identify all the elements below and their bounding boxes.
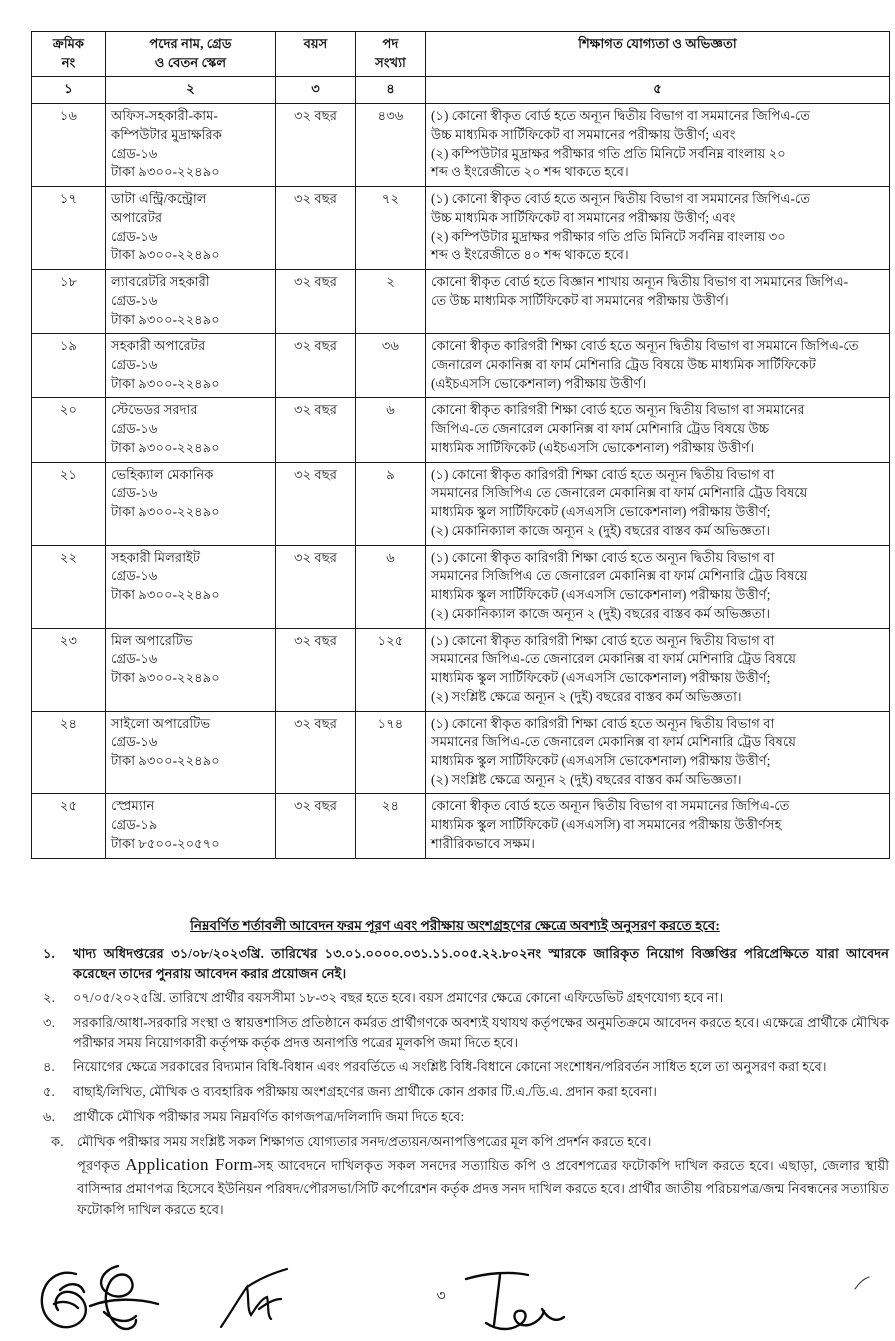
- post-line: টাকা ৯৩০০-২২৪৯০: [111, 164, 220, 180]
- cell-vacancies: ৪৩৬: [356, 104, 426, 187]
- post-line: সহকারী মিলরাইট: [111, 549, 201, 565]
- qualification-line: মাধ্যমিক স্কুল সার্টিফিকেট (এসএসসি ভোকেশনাল) পরীক্ষায় উত্তীর্ণ;: [431, 752, 771, 768]
- qualification-line: তে উচ্চ মাধ্যমিক সার্টিফিকেট বা সমমানের পরীক্ষায় উত্তীর্ণ।: [431, 292, 729, 308]
- column-number-row: [32, 77, 890, 104]
- post-line: গ্রেড-১৯: [111, 817, 158, 833]
- cell-age: ৩২ বছর: [276, 628, 356, 711]
- cell-post-name: [106, 334, 276, 398]
- sub-item-prefix: পূরণকৃত: [77, 1158, 126, 1174]
- condition-item: [31, 1057, 889, 1079]
- cell-age: ৩২ বছর: [276, 711, 356, 794]
- qualification-line: (১) কোনো স্বীকৃত বোর্ড হতে অন্যূন দ্বিতীয় বিভাগ বা সমমানের জিপিএ-তে: [431, 191, 811, 207]
- sub-item-rest: -সহ আবেদনে দাখিলকৃত সকল সনদের সত্যায়িত কপি ও প্রবেশপত্রের ফটোকপি দাখিল করতে হবে। এছাড়া, জেলার স্থায়ী বাসিন্দার প্রমাণপত্র হিসেবে ইউনিয়ন পরিষদ/পৌরসভা/সিটি কর্পোরেশন কর্তৃক প্রদত্ত সনদ দাখিল করতে হবে। প্রার্থীর জাতীয় পরিচয়পত্র/জন্ম নিবন্ধনের সত্যায়িত ফটোকপি দাখিল করতে হবে।: [77, 1158, 889, 1217]
- table-row: [32, 545, 890, 628]
- qualification-line: (২) সংশ্লিষ্ট ক্ষেত্রে অন্যূন ২ (দুই) বছরের বাস্তব কর্ম অভিজ্ঞতা।: [431, 688, 742, 704]
- post-line: মিল অপারেটিভ: [111, 632, 193, 648]
- post-line: ল্যাবরেটরি সহকারী: [111, 274, 210, 290]
- column-number: ৩: [276, 77, 356, 104]
- cell-vacancies: ৬: [356, 398, 426, 462]
- post-line: গ্রেড-১৬: [111, 734, 158, 750]
- qualification-line: শব্দ ও ইংরেজীতে ২০ শব্দ থাকতে হবে।: [431, 164, 629, 180]
- condition-number: ১.: [43, 946, 55, 961]
- post-line: টাকা ৯৩০০-২২৪৯০: [111, 311, 220, 327]
- cell-serial: ২০: [32, 398, 106, 462]
- cell-post-name: [106, 462, 276, 545]
- signature-three: [456, 1269, 586, 1337]
- qualification-line: (১) কোনো স্বীকৃত কারিগরী শিক্ষা বোর্ড হতে অন্যূন দ্বিতীয় বিভাগ বা: [431, 715, 775, 731]
- page-number: ৩: [436, 1289, 446, 1304]
- cell-vacancies: ৯: [356, 462, 426, 545]
- condition-number: ৪.: [43, 1058, 55, 1074]
- post-line: টাকা ৯৩০০-২২৪৯০: [111, 247, 220, 263]
- post-line: টাকা ৯৩০০-২২৪৯০: [111, 504, 220, 520]
- condition-item: [31, 988, 889, 1010]
- table-row: [32, 628, 890, 711]
- cell-post-name: [106, 104, 276, 187]
- column-header-vacancies: [356, 32, 426, 77]
- table-row: [32, 187, 890, 270]
- conditions-list: [31, 944, 889, 1220]
- condition-text: ০৭/০৫/২০২৫খ্রি. তারিখে প্রার্থীর বয়সসীমা ১৮-৩২ বছর হতে হবে। বয়স প্রমাণের ক্ষেত্রে কোনো এফিডেভিট গ্রহণযোগ্য হবে না।: [73, 989, 724, 1005]
- qualification-line: (২) মেকানিক্যাল কাজে অন্যূন ২ (দুই) বছরের বাস্তব কর্ম অভিজ্ঞতা।: [431, 522, 771, 538]
- table-row: [32, 334, 890, 398]
- post-line: টাকা ৯৩০০-২২৪৯০: [111, 375, 220, 391]
- column-number: ৫: [426, 77, 890, 104]
- cell-qualification: [426, 628, 890, 711]
- header-line: শিক্ষাগত যোগ্যতা ও অভিজ্ঞতা: [578, 36, 737, 51]
- cell-qualification: [426, 462, 890, 545]
- post-line: টাকা ৯৩০০-২২৪৯০: [111, 752, 220, 768]
- column-header-post-name: [106, 32, 276, 77]
- cell-serial: ১৮: [32, 270, 106, 334]
- post-line: টাকা ৯৩০০-২২৪৯০: [111, 670, 220, 686]
- condition-item: [31, 1107, 889, 1129]
- job-positions-table: [31, 31, 890, 859]
- qualification-line: সমমানের সিজিপিএ তে জেনারেল মেকানিক্স বা ফার্ম মেশিনারি ট্রেড বিষয়ে: [431, 568, 808, 584]
- post-line: গ্রেড-১৬: [111, 568, 158, 584]
- post-line: গ্রেড-১৬: [111, 228, 158, 244]
- qualification-line: শারীরিকভাবে সক্ষম।: [431, 835, 535, 851]
- qualification-line: সমমানের জিপিএ-তে জেনারেল মেকানিক্স বা ফার্ম মেশিনারি ট্রেড বিষয়ে: [431, 734, 797, 750]
- qualification-line: (১) কোনো স্বীকৃত কারিগরী শিক্ষা বোর্ড হতে অন্যূন দ্বিতীয় বিভাগ বা: [431, 549, 775, 565]
- qualification-line: মাধ্যমিক সার্টিফিকেট (এইচএসসি ভোকেশনাল) পরীক্ষায় উত্তীর্ণ।: [431, 439, 755, 455]
- post-line: অপারেটর: [111, 209, 163, 225]
- qualification-line: (২) কম্পিউটার মুদ্রাক্ষর পরীক্ষার গতি প্রতি মিনিটে সর্বনিম্ন বাংলায় ২০: [431, 145, 786, 161]
- column-number: ২: [106, 77, 276, 104]
- cell-qualification: [426, 711, 890, 794]
- qualification-line: কোনো স্বীকৃত বোর্ড হতে বিজ্ঞান শাখায় অন্যূন দ্বিতীয় বিভাগ বা সমমানের জিপিএ-: [431, 274, 849, 290]
- signature-mark-small: [851, 1273, 873, 1295]
- column-header-age: [276, 32, 356, 77]
- post-line: স্প্রেম্যান: [111, 798, 155, 814]
- cell-post-name: [106, 398, 276, 462]
- condition-number: ৬.: [43, 1108, 55, 1124]
- cell-post-name: [106, 794, 276, 858]
- post-line: কম্পিউটার মুদ্রাক্ষরিক: [111, 126, 222, 142]
- qualification-line: (১) কোনো স্বীকৃত কারিগরী শিক্ষা বোর্ড হতে অন্যূন দ্বিতীয় বিভাগ বা: [431, 632, 775, 648]
- cell-vacancies: ১৭৪: [356, 711, 426, 794]
- qualification-line: (২) সংশ্লিষ্ট ক্ষেত্রে অন্যূন ২ (দুই) বছরের বাস্তব কর্ম অভিজ্ঞতা।: [431, 771, 742, 787]
- column-header-serial: [32, 32, 106, 77]
- cell-vacancies: ৩৬: [356, 334, 426, 398]
- qualification-line: উচ্চ মাধ্যমিক সার্টিফিকেট বা সমমানের পরীক্ষায় উত্তীর্ণ; এবং: [431, 209, 736, 225]
- cell-qualification: [426, 334, 890, 398]
- cell-serial: ২৩: [32, 628, 106, 711]
- cell-vacancies: ২: [356, 270, 426, 334]
- cell-qualification: [426, 270, 890, 334]
- qualification-line: শব্দ ও ইংরেজীতে ৪০ শব্দ থাকতে হবে।: [431, 247, 629, 263]
- condition-number: ২.: [43, 989, 55, 1005]
- condition-number: ৫.: [43, 1083, 55, 1099]
- condition-text: বাছাই/লিখিত, মৌখিক ও ব্যবহারিক পরীক্ষায় অংশগ্রহণের জন্য প্রার্থীকে কোন প্রকার টি.এ./ডি.এ. প্রদান করা হবেনা।: [73, 1083, 657, 1099]
- post-line: গ্রেড-১৬: [111, 145, 158, 161]
- sub-item-line-1: মৌখিক পরীক্ষার সময় সংশ্লিষ্ট সকল শিক্ষাগত যোগ্যতার সনদ/প্রত্যয়ন/অনাপত্তিপত্রের মূল কপি প্রদর্শন করতে হবে।: [77, 1133, 652, 1149]
- post-line: গ্রেড-১৬: [111, 357, 158, 373]
- qualification-line: উচ্চ মাধ্যমিক সার্টিফিকেট বা সমমানের পরীক্ষায় উত্তীর্ণ; এবং: [431, 126, 736, 142]
- qualification-line: (এইচএসসি ভোকেশনাল) পরীক্ষায় উত্তীর্ণ।: [431, 375, 647, 391]
- sub-item-line-2: [77, 1152, 889, 1220]
- post-line: টাকা ৮৫০০-২০৫৭০: [111, 835, 220, 851]
- post-line: ডাটা এন্ট্রি/কন্ট্রোল: [111, 191, 207, 207]
- cell-serial: ১৯: [32, 334, 106, 398]
- condition-text: সরকারি/আধা-সরকারি সংস্থা ও স্বায়ত্তশাসিত প্রতিষ্ঠানে কর্মরত প্রার্থীগণকে অবশ্যই যথাযথ কর্তৃপক্ষের অনুমতিক্রমে আবেদন করতে হবে। এক্ষেত্রে প্রার্থীকে মৌখিক পরীক্ষার সময় নিয়োগকারী কর্তৃপক্ষ কর্তৃক প্রদত্ত অনাপত্তি পত্রের মূলকপি জমা দিতে হবে।: [73, 1014, 889, 1051]
- cell-vacancies: ২৪: [356, 794, 426, 858]
- header-line: ক্রমিক: [52, 36, 85, 51]
- qualification-line: জিপিএ-তে জেনারেল মেকানিক্স বা ফার্ম মেশিনারি ট্রেড বিষয়ে উচ্চ: [431, 421, 770, 437]
- cell-qualification: [426, 398, 890, 462]
- table-header-row: [32, 32, 890, 77]
- qualification-line: মাধ্যমিক স্কুল সার্টিফিকেট (এসএসসি ভোকেশনাল) পরীক্ষায় উত্তীর্ণ;: [431, 504, 771, 520]
- cell-post-name: [106, 545, 276, 628]
- header-line: ও বেতন স্কেল: [154, 54, 227, 70]
- cell-age: ৩২ বছর: [276, 545, 356, 628]
- post-line: গ্রেড-১৬: [111, 292, 158, 308]
- post-line: সহকারী অপারেটর: [111, 338, 206, 354]
- cell-age: ৩২ বছর: [276, 104, 356, 187]
- cell-vacancies: ৬: [356, 545, 426, 628]
- qualification-line: কোনো স্বীকৃত কারিগরী শিক্ষা বোর্ড হতে অন্যূন দ্বিতীয় বিভাগ বা সমমানে জিপিএ-তে: [431, 338, 859, 354]
- post-line: গ্রেড-১৬: [111, 421, 158, 437]
- job-table-container: [31, 31, 889, 859]
- qualification-line: মাধ্যমিক স্কুল সার্টিফিকেট (এসএসসি ভোকেশনাল) পরীক্ষায় উত্তীর্ণ;: [431, 587, 771, 603]
- post-line: গ্রেড-১৬: [111, 651, 158, 667]
- qualification-line: কোনো স্বীকৃত কারিগরী শিক্ষা বোর্ড হতে অন্যূন দ্বিতীয় বিভাগ বা সমমানের: [431, 402, 805, 418]
- cell-age: ৩২ বছর: [276, 187, 356, 270]
- cell-post-name: [106, 628, 276, 711]
- qualification-line: সমমানের সিজিপিএ তে জেনারেল মেকানিক্স বা ফার্ম মেশিনারি ট্রেড বিষয়ে: [431, 485, 808, 501]
- post-line: সাইলো অপারেটিভ: [111, 715, 211, 731]
- post-line: টাকা ৯৩০০-২২৪৯০: [111, 439, 220, 455]
- cell-qualification: [426, 104, 890, 187]
- cell-serial: ২৫: [32, 794, 106, 858]
- cell-vacancies: ৭২: [356, 187, 426, 270]
- condition-item: [31, 944, 889, 985]
- cell-qualification: [426, 545, 890, 628]
- sub-item-number: ক.: [51, 1133, 64, 1149]
- column-header-qualification: [426, 32, 890, 77]
- application-form-label: Application Form: [125, 1155, 253, 1175]
- cell-age: ৩২ বছর: [276, 462, 356, 545]
- column-number: ৪: [356, 77, 426, 104]
- header-line: বয়স: [303, 36, 328, 51]
- post-line: টাকা ৯৩০০-২২৪৯০: [111, 587, 220, 603]
- cell-age: ৩২ বছর: [276, 794, 356, 858]
- qualification-line: (১) কোনো স্বীকৃত বোর্ড হতে অন্যূন দ্বিতীয় বিভাগ বা সমমানের জিপিএ-তে: [431, 108, 811, 124]
- cell-qualification: [426, 794, 890, 858]
- condition-text: খাদ্য অধিদপ্তরের ৩১/০৮/২০২৩খ্রি. তারিখের ১৩.০১.০০০০.০৩১.১১.০০৫.২২.৮০২নং স্মারকে জারিকৃত নিয়োগ বিজ্ঞপ্তির পরিপ্রেক্ষিতে যারা আবেদন করেছেন তাদের পুনরায় আবেদন করার প্রয়োজন নেই।: [73, 946, 889, 982]
- job-table-body: [32, 104, 890, 858]
- cell-post-name: [106, 187, 276, 270]
- qualification-line: সমমানের জিপিএ-তে জেনারেল মেকানিক্স বা ফার্ম মেশিনারি ট্রেড বিষয়ে: [431, 651, 797, 667]
- cell-serial: ২২: [32, 545, 106, 628]
- qualification-line: (২) কম্পিউটার মুদ্রাক্ষর পরীক্ষার গতি প্রতি মিনিটে সর্বনিম্ন বাংলায় ৩০: [431, 228, 786, 244]
- qualification-line: (২) মেকানিক্যাল কাজে অন্যূন ২ (দুই) বছরের বাস্তব কর্ম অভিজ্ঞতা।: [431, 605, 771, 621]
- qualification-line: জেনারেল মেকানিক্স বা ফার্ম মেশিনারি ট্রেড বিষয়ে উচ্চ মাধ্যমিক সার্টিফিকেট: [431, 357, 816, 373]
- signature-two: [211, 1265, 331, 1335]
- table-row: [32, 270, 890, 334]
- table-row: [32, 104, 890, 187]
- condition-sub-item: [31, 1132, 889, 1220]
- header-line: নং: [61, 54, 76, 70]
- condition-item: [31, 1013, 889, 1054]
- cell-post-name: [106, 711, 276, 794]
- cell-age: ৩২ বছর: [276, 270, 356, 334]
- post-line: স্টেভেডর সরদার: [111, 402, 198, 418]
- sub-item-text: [77, 1132, 889, 1220]
- qualification-line: মাধ্যমিক স্কুল সার্টিফিকেট (এসএসসি) বা সমমানের পরীক্ষায় উত্তীর্ণসহ: [431, 817, 782, 833]
- post-line: ভেহিক্যাল মেকানিক: [111, 466, 214, 482]
- cell-qualification: [426, 187, 890, 270]
- condition-number: ৩.: [43, 1014, 55, 1030]
- qualification-line: মাধ্যমিক স্কুল সার্টিফিকেট (এসএসসি ভোকেশনাল) পরীক্ষায় উত্তীর্ণ;: [431, 670, 771, 686]
- table-row: [32, 398, 890, 462]
- cell-age: ৩২ বছর: [276, 398, 356, 462]
- condition-item: [31, 1082, 889, 1104]
- post-line: গ্রেড-১৬: [111, 485, 158, 501]
- header-line: সংখ্যা: [375, 54, 406, 70]
- cell-post-name: [106, 270, 276, 334]
- cell-age: ৩২ বছর: [276, 334, 356, 398]
- condition-text: প্রার্থীকে মৌখিক পরীক্ষার সময় নিম্নবর্ণিত কাগজপত্র/দলিলাদি জমা দিতে হবে:: [73, 1108, 465, 1124]
- table-row: [32, 794, 890, 858]
- conditions-heading: নিম্নবর্ণিত শর্তাবলী আবেদন ফরম পূরণ এবং পরীক্ষায় অংশগ্রহণের ক্ষেত্রে অবশ্যই অনুসরণ করতে হবে:: [190, 918, 720, 933]
- cell-serial: ১৭: [32, 187, 106, 270]
- cell-serial: ১৬: [32, 104, 106, 187]
- condition-text: নিয়োগের ক্ষেত্রে সরকারের বিদ্যমান বিধি-বিধান এবং পরবর্তিতে এ সংশ্লিষ্ট বিধি-বিধানে কোনো সংশোধন/পরিবর্তন সাধিত হলে তা অনুসরণ করা হবে।: [73, 1058, 827, 1074]
- table-row: [32, 462, 890, 545]
- signature-one: [36, 1260, 176, 1338]
- cell-vacancies: ১২৫: [356, 628, 426, 711]
- qualification-line: (১) কোনো স্বীকৃত কারিগরী শিক্ষা বোর্ড হতে অন্যূন দ্বিতীয় বিভাগ বা: [431, 466, 775, 482]
- header-line: পদ: [382, 36, 399, 51]
- signature-area: [31, 1255, 889, 1341]
- cell-serial: ২৪: [32, 711, 106, 794]
- table-row: [32, 711, 890, 794]
- qualification-line: কোনো স্বীকৃত বোর্ড হতে অন্যূন দ্বিতীয় বিভাগ বা সমমানের জিপিএ-তে: [431, 798, 790, 814]
- cell-serial: ২১: [32, 462, 106, 545]
- header-line: পদের নাম, গ্রেড: [149, 36, 232, 51]
- column-number: ১: [32, 77, 106, 104]
- post-line: অফিস-সহকারী-কাম-: [111, 108, 218, 124]
